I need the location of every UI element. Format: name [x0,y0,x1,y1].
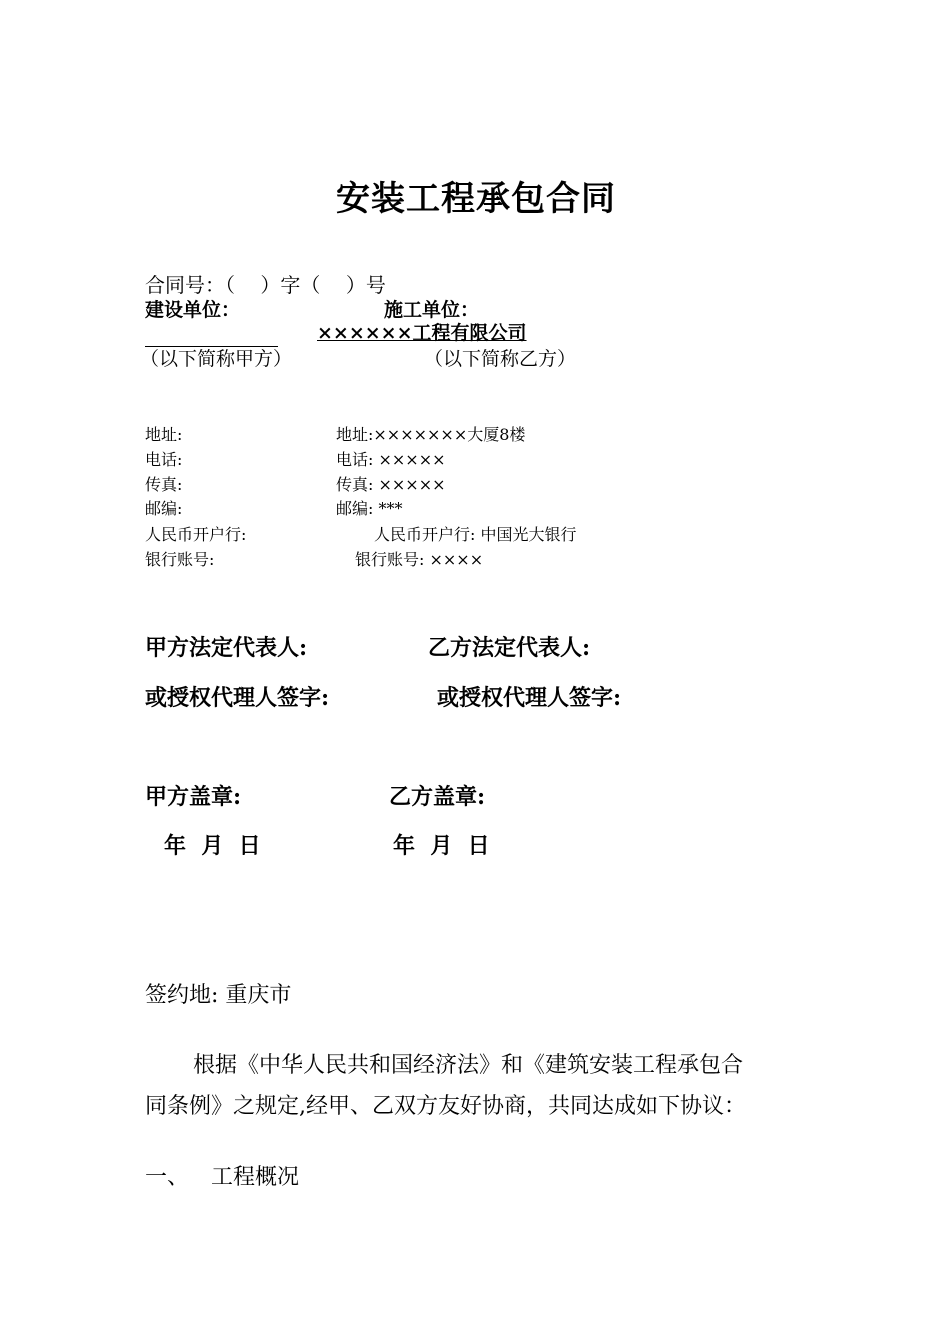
party-a-phone: 电话: [145,450,183,469]
party-a-postcode: 邮编: [145,499,183,518]
party-b-phone: 电话: ××××× [336,450,446,469]
party-a-address: 地址: [145,425,183,444]
contract-number: 合同号：（ ）字（ ）号 [145,273,386,297]
party-b-abbreviation: （以下简称乙方） [424,348,577,370]
document-title: 安装工程承包合同 [336,179,616,219]
party-a-agent-signature: 或授权代理人签字: [145,685,330,711]
party-a-date: 年 月 日 [164,833,261,859]
section-1-number: 一、 [145,1165,190,1190]
party-a-label: 建设单位： [145,299,241,321]
section-1-heading: 工程概况 [211,1165,300,1190]
party-b-account: 银行账号: ×××× [355,550,484,569]
party-b-bank: 人民币开户行: 中国光大银行 [374,525,577,544]
party-b-seal: 乙方盖章: [389,784,486,810]
party-b-label: 施工单位： [384,299,480,321]
party-b-address: 地址:×××××××大厦8楼 [336,425,526,444]
party-b-fax: 传真: ××××× [336,475,446,494]
party-b-name: ××××××工程有限公司 [317,322,527,344]
party-a-representative: 甲方法定代表人: [145,635,308,661]
preamble-line-2: 同条例》之规定,经甲、乙双方友好协商，共同达成如下协议： [145,1094,746,1119]
party-a-abbreviation: （以下简称甲方） [140,348,293,370]
party-b-agent-signature: 或授权代理人签字: [437,685,622,711]
signing-place: 签约地: 重庆市 [145,983,292,1008]
party-b-postcode: 邮编: *** [336,499,403,518]
preamble-line-1: 根据《中华人民共和国经济法》和《建筑安装工程承包合 [193,1053,744,1078]
party-a-seal: 甲方盖章: [145,784,242,810]
party-a-bank: 人民币开户行: [145,525,247,544]
party-a-name-blank [145,346,278,347]
party-a-account: 银行账号: [145,550,215,569]
party-b-date: 年 月 日 [393,833,490,859]
party-a-fax: 传真: [145,475,183,494]
party-b-representative: 乙方法定代表人: [428,635,591,661]
